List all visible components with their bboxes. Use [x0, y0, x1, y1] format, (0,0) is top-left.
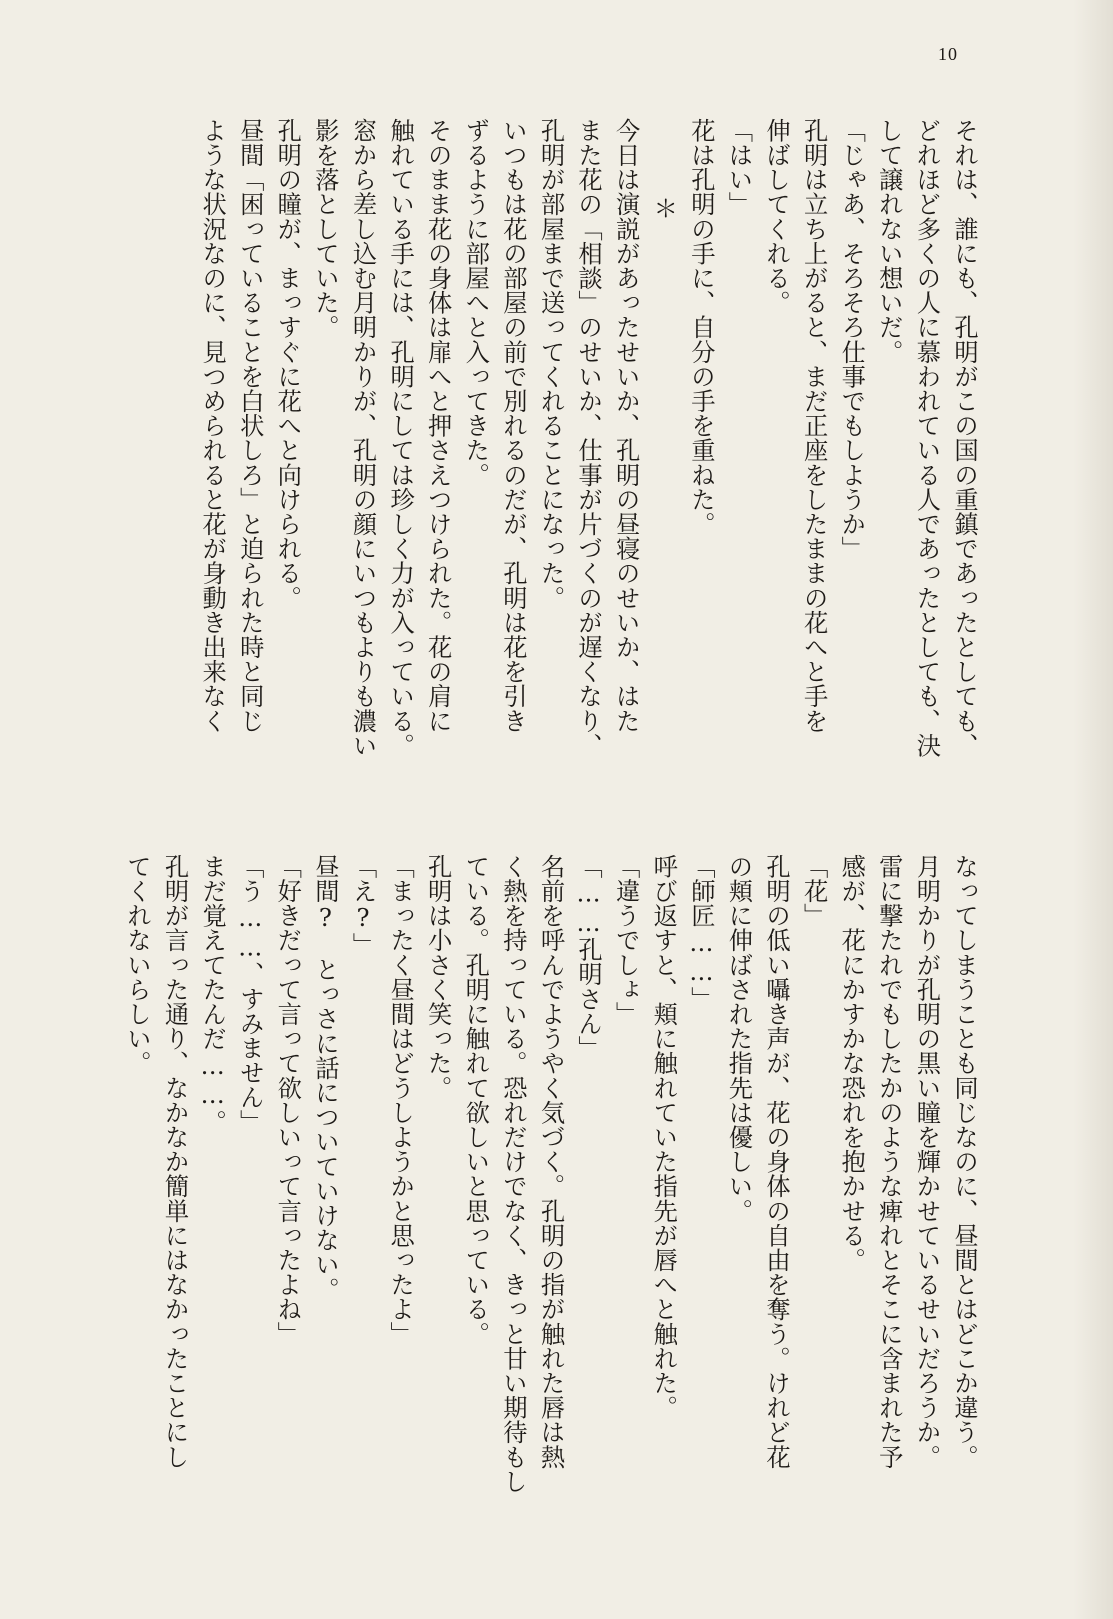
- text-line: の頬に伸ばされた指先は優しい。: [724, 854, 754, 1223]
- text-line: して譲れない想いだ。: [874, 118, 904, 364]
- top-text-block: [194, 118, 983, 798]
- bottom-text-block: [118, 854, 983, 1534]
- text-line: 今日は演説があったせいか、孔明の昼寝のせいか、はた: [611, 118, 641, 733]
- text-line: ずるように部屋へと入ってきた。: [461, 118, 491, 487]
- text-line: 孔明が部屋まで送ってくれることになった。: [536, 118, 566, 610]
- text-line: 「はい」: [724, 118, 754, 217]
- text-line: そのまま花の身体は扉へと押さえつけられた。花の肩に: [423, 118, 453, 733]
- text-line: 影を落としていた。: [310, 118, 340, 340]
- text-line: 「じゃあ、そろそろ仕事でもしようか」: [837, 118, 867, 561]
- text-line: 雷に撃たれでもしたかのような痺れとそこに含まれた予: [874, 854, 904, 1469]
- text-line: どれほど多くの人に慕われている人であったとしても、決: [912, 118, 942, 758]
- text-line: 孔明は小さく笑った。: [423, 854, 453, 1100]
- text-line: 触れている手には、孔明にしては珍しく力が入っている。: [386, 118, 416, 758]
- text-line: 孔明は立ち上がると、まだ正座をしたままの花へと手を: [799, 118, 829, 733]
- text-line: ている。孔明に触れて欲しいと思っている。: [461, 854, 491, 1346]
- text-line: 伸ばしてくれる。: [762, 118, 792, 315]
- text-line: てくれないらしい。: [122, 854, 152, 1076]
- text-line: ような状況なのに、見つめられると花が身動き出来なく: [198, 118, 228, 733]
- text-line: 「え?」: [348, 854, 378, 958]
- text-line: 呼び返すと、頬に触れていた指先が唇へと触れた。: [649, 854, 679, 1420]
- text-line: 「う……、すみません」: [235, 854, 265, 1134]
- text-line: 「好きだって言って欲しいって言ったよね」: [273, 854, 303, 1346]
- text-line: 孔明が言った通り、なかなか簡単にはなかったことにし: [160, 854, 190, 1469]
- text-line: いつもは花の部屋の前で別れるのだが、孔明は花を引き: [498, 118, 528, 733]
- text-line: 「師匠……」: [686, 854, 716, 1011]
- text-line: 花は孔明の手に、自分の手を重ねた。: [686, 118, 716, 537]
- text-line: 窓から差し込む月明かりが、孔明の顔にいつもよりも濃い: [348, 118, 378, 758]
- text-line: 「花」: [799, 854, 829, 928]
- text-line: 孔明の瞳が、まっすぐに花へと向けられる。: [273, 118, 303, 610]
- text-line: 昼間? とっさに話についていけない。: [310, 854, 340, 1302]
- text-line: なってしまうことも同じなのに、昼間とはどこか違う。: [950, 854, 979, 1469]
- spine-shadow: [1073, 0, 1113, 1619]
- text-line: 「まったく昼間はどうしようかと思ったよ」: [386, 854, 416, 1346]
- text-line: 感が、花にかすかな恐れを抱かせる。: [837, 854, 867, 1273]
- text-line: 孔明の低い囁き声が、花の身体の自由を奪う。けれど花: [762, 854, 792, 1469]
- text-line: 昼間「困っていることを白状しろ」と迫られた時と同じ: [235, 118, 265, 733]
- text-line: まだ覚えてたんだ……。: [198, 854, 228, 1134]
- text-line: 「違うでしょ」: [611, 854, 641, 1027]
- page-number: 10: [938, 44, 958, 64]
- text-line: また花の「相談」のせいか、仕事が片づくのが遅くなり、: [574, 118, 604, 758]
- text-line: 「……孔明さん」: [574, 854, 604, 1061]
- text-line: 名前を呼んでようやく気づく。孔明の指が触れた唇は熱: [536, 854, 566, 1469]
- text-line: それは、誰にも、孔明がこの国の重鎮であったとしても、: [950, 118, 979, 758]
- text-line: く熱を持っている。恐れだけでなく、きっと甘い期待もし: [498, 854, 528, 1494]
- text-line: ＊: [649, 195, 679, 221]
- text-line: 月明かりが孔明の黒い瞳を輝かせているせいだろうか。: [912, 854, 942, 1469]
